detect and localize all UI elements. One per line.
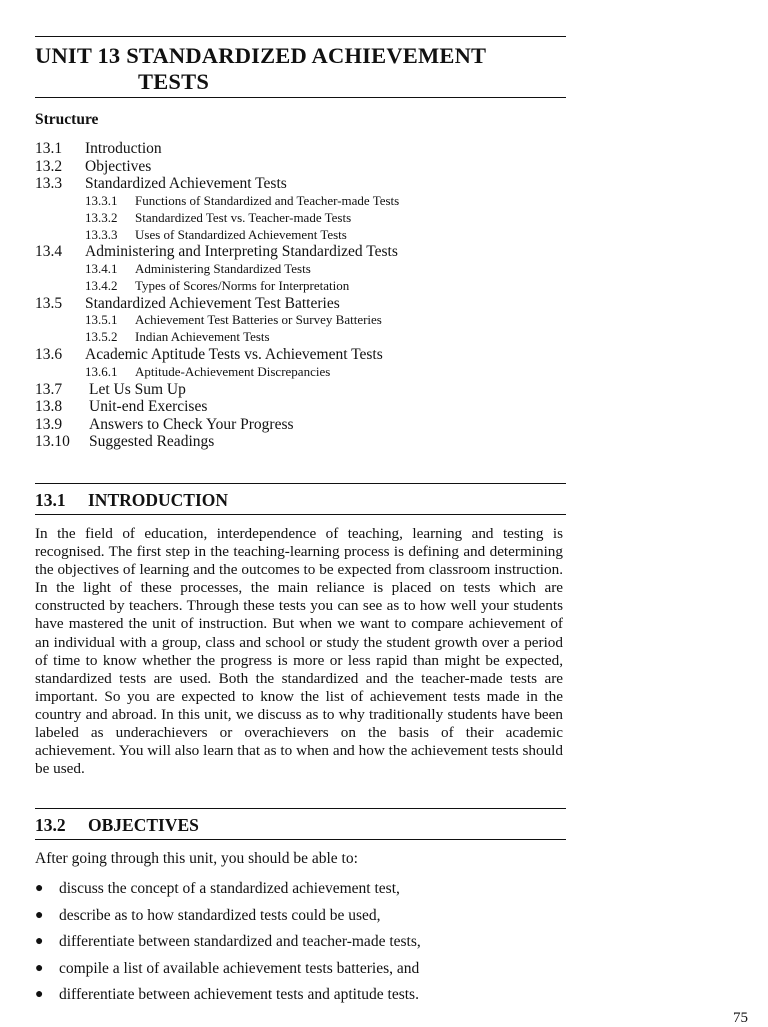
objectives-number: 13.2 (35, 815, 66, 835)
structure-item-label: Suggested Readings (89, 433, 215, 451)
objective-item (35, 959, 566, 986)
structure-item-label: Objectives (85, 157, 152, 175)
structure-item-number: 13.3 (35, 175, 63, 193)
introduction-paragraph: In the field of education, interdependence of teaching, learning and testing is recognised. The first step in the teaching-learning process is defining and determining the objectives of learning and the outcomes to be expected from classroom instruction. In the light of these processes, the main reliance is placed on tests which are constructed by teachers. Through these tests you can see as to how well your students have mastered the unit of instruction. But when we want to compare achievement of an individual with a group, class and school or study the student growth over a period of time to know whether the progress is more or less rapid than might be expected, standardized tests are used. Both the standardized and the teacher-made tests are important. So you are expected to know the list of achievement tests made in the country and abroad. In this unit, we discuss as to why traditionally students have been labeled as underachievers or overachievers on the basis of their academic achievement. You will also learn that as to when and how the achievement tests should be used. (35, 525, 563, 778)
top-rule (35, 36, 566, 37)
structure-item-label: Functions of Standardized and Teacher-made Tests (135, 192, 400, 208)
structure-item-number: 13.4.1 (85, 261, 118, 277)
structure-item-number: 13.7 (35, 380, 63, 398)
bullet-icon: ● (35, 934, 44, 949)
objective-text: differentiate between achievement tests and aptitude tests. (59, 986, 419, 1003)
structure-item-label: Administering and Interpreting Standardized Tests (85, 243, 398, 261)
structure-item-label: Academic Aptitude Tests vs. Achievement Tests (85, 346, 383, 364)
structure-item-label: Types of Scores/Norms for Interpretation (135, 277, 350, 293)
unit-title (35, 43, 566, 95)
structure-item-number: 13.3.1 (85, 192, 118, 208)
structure-item-number: 13.4 (35, 243, 63, 261)
structure-item-label: Standardized Achievement Test Batteries (85, 294, 340, 312)
intro-bottom-rule (35, 514, 566, 515)
objective-item (35, 932, 566, 959)
objective-text: discuss the concept of a standardized achievement test, (59, 880, 400, 897)
structure-subitem (35, 261, 566, 278)
title-bottom-rule (35, 97, 566, 98)
objectives-heading (35, 815, 199, 835)
structure-item (35, 140, 566, 158)
structure-item (35, 433, 566, 451)
objectives-title: OBJECTIVES (88, 815, 199, 835)
structure-subitem (35, 278, 566, 295)
structure-subitem (35, 227, 566, 244)
objectives-list (35, 879, 566, 1012)
structure-item-number: 13.10 (35, 433, 70, 451)
structure-item (35, 243, 566, 261)
bullet-icon: ● (35, 907, 44, 923)
structure-item-label: Answers to Check Your Progress (89, 415, 294, 433)
objectives-top-rule (35, 808, 566, 809)
structure-subitem (35, 364, 566, 381)
objective-item (35, 985, 566, 1012)
structure-item-number: 13.4.2 (85, 277, 118, 293)
structure-item (35, 416, 566, 434)
objective-text: differentiate between standardized and teacher-made tests, (59, 933, 421, 950)
structure-item-label: Standardized Achievement Tests (85, 175, 287, 193)
structure-item-number: 13.5.1 (85, 312, 118, 328)
structure-item-label: Uses of Standardized Achievement Tests (135, 226, 347, 242)
structure-subitem (35, 210, 566, 227)
structure-item-number: 13.3.2 (85, 209, 118, 225)
bullet-icon: ● (35, 960, 44, 976)
structure-item-label: Aptitude-Achievement Discrepancies (135, 363, 331, 379)
structure-subitem (35, 312, 566, 329)
bullet-icon: ● (35, 987, 44, 1002)
objectives-bottom-rule (35, 839, 566, 840)
structure-item-number: 13.5 (35, 294, 63, 312)
structure-heading: Structure (35, 111, 99, 128)
structure-item-number: 13.6 (35, 346, 63, 364)
structure-item-label: Standardized Test vs. Teacher-made Tests (135, 209, 352, 225)
objective-item (35, 879, 566, 906)
intro-top-rule (35, 483, 566, 484)
structure-subitem (35, 329, 566, 346)
objective-text: compile a list of available achievement tests batteries, and (59, 959, 420, 977)
structure-item-label: Unit-end Exercises (89, 398, 208, 416)
structure-item-number: 13.2 (35, 157, 63, 175)
structure-list (35, 140, 566, 451)
objective-item (35, 906, 566, 933)
introduction-number: 13.1 (35, 490, 66, 510)
structure-item-number: 13.3.3 (85, 226, 118, 242)
objective-text: describe as to how standardized tests could be used, (59, 906, 381, 924)
structure-item-number: 13.6.1 (85, 363, 118, 379)
structure-subitem (35, 193, 566, 210)
structure-item (35, 398, 566, 416)
structure-item (35, 175, 566, 193)
structure-item (35, 381, 566, 399)
structure-item-number: 13.1 (35, 140, 63, 157)
structure-item-number: 13.8 (35, 398, 63, 416)
structure-item-label: Achievement Test Batteries or Survey Batteries (135, 312, 382, 328)
structure-item-label: Indian Achievement Tests (135, 329, 270, 345)
objectives-lead: After going through this unit, you should be able to: (35, 850, 358, 867)
bullet-icon: ● (35, 881, 44, 896)
structure-item-label: Let Us Sum Up (89, 380, 186, 398)
introduction-heading (35, 490, 228, 510)
structure-item (35, 346, 566, 364)
structure-item-number: 13.5.2 (85, 329, 118, 345)
page-number: 75 (733, 1010, 748, 1026)
structure-item-number: 13.9 (35, 415, 63, 433)
structure-item-label: Administering Standardized Tests (135, 261, 311, 277)
introduction-title: INTRODUCTION (88, 490, 229, 510)
unit-title-line2: TESTS (138, 69, 210, 94)
structure-item-label: Introduction (85, 140, 162, 157)
structure-item (35, 295, 566, 313)
unit-title-line1: UNIT 13 STANDARDIZED ACHIEVEMENT (35, 43, 487, 68)
structure-item (35, 158, 566, 176)
